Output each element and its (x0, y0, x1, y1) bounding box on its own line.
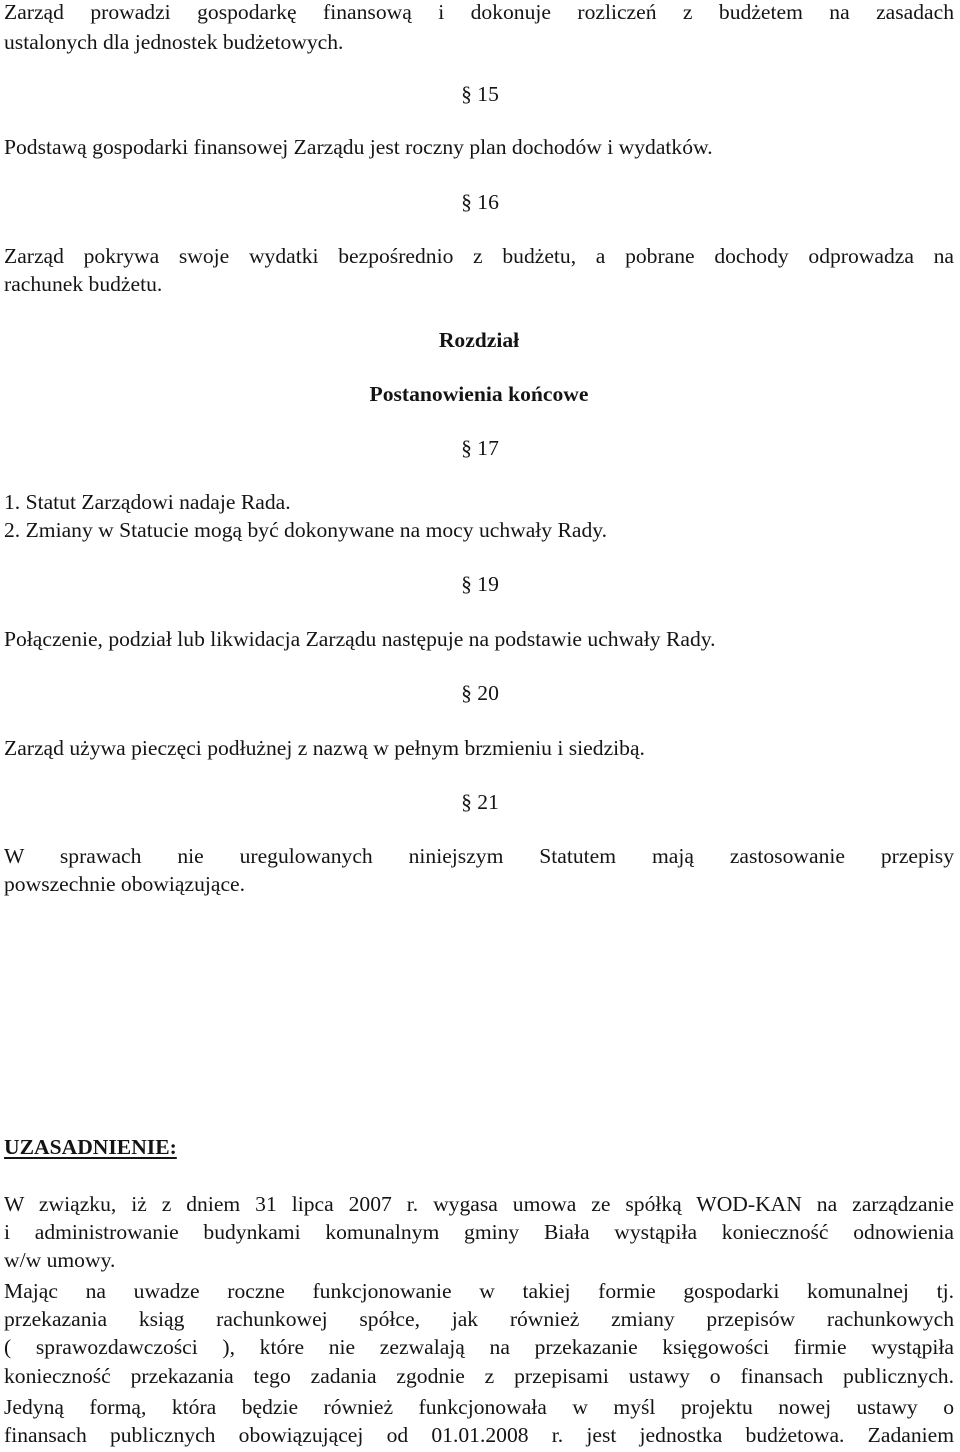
paragraph-19-text: Połączenie, podział lub likwidacja Zarządu następuje na podstawie uchwały Rady. (4, 627, 716, 651)
justification-line-1: W związku, iż z dniem 31 lipca 2007 r. wygasa umowa ze spółką WOD-KAN na zarządzanie (4, 1192, 954, 1216)
chapter-heading: Rozdział (438, 328, 520, 352)
paragraph-16-number: § 16 (461, 190, 499, 214)
paragraph-16-line-2: rachunek budżetu. (4, 272, 163, 296)
justification-line-6: ( sprawozdawczości ), które nie zezwalają na przekazanie księgowości firmie wystąpiła (4, 1335, 954, 1359)
paragraph-21-line-1: W sprawach nie uregulowanych niniejszym Statutem mają zastosowanie przepisy (4, 844, 954, 868)
paragraph-21-line-2: powszechnie obowiązujące. (4, 872, 246, 896)
paragraph-17-item-2: 2. Zmiany w Statucie mogą być dokonywane na mocy uchwały Rady. (4, 518, 608, 542)
paragraph-15-number: § 15 (461, 82, 499, 106)
justification-heading: UZASADNIENIE: (4, 1135, 177, 1159)
intro-line-2: ustalonych dla jednostek budżetowych. (4, 30, 344, 54)
paragraph-15-text: Podstawą gospodarki finansowej Zarządu jest roczny plan dochodów i wydatków. (4, 135, 713, 159)
justification-line-3: w/w umowy. (4, 1248, 116, 1272)
paragraph-20-text: Zarząd używa pieczęci podłużnej z nazwą w pełnym brzmieniu i siedzibą. (4, 736, 645, 760)
paragraph-21-number: § 21 (461, 790, 499, 814)
paragraph-16-line-1: Zarząd pokrywa swoje wydatki bezpośrednio z budżetu, a pobrane dochody odprowadza na (4, 244, 954, 268)
paragraph-17-item-1: 1. Statut Zarządowi nadaje Rada. (4, 490, 291, 514)
justification-line-9: finansach publicznych obowiązującej od 01.01.2008 r. jest jednostka budżetowa. Zadaniem (4, 1423, 954, 1447)
paragraph-20-number: § 20 (461, 681, 499, 705)
paragraph-17-number: § 17 (461, 436, 499, 460)
justification-line-7: konieczność przekazania tego zadania zgodnie z przepisami ustawy o finansach publicznych. (4, 1364, 954, 1388)
chapter-title: Postanowienia końcowe (369, 382, 589, 406)
justification-line-8: Jedyną formą, która będzie również funkcjonowała w myśl projektu nowej ustawy o (4, 1395, 954, 1419)
paragraph-19-number: § 19 (461, 572, 499, 596)
justification-line-2: i administrowanie budynkami komunalnym gminy Biała wystąpiła konieczność odnowienia (4, 1220, 954, 1244)
justification-line-5: przekazania ksiąg rachunkowej spółce, jak również zmiany przepisów rachunkowych (4, 1307, 954, 1331)
justification-line-4: Mając na uwadze roczne funkcjonowanie w takiej formie gospodarki komunalnej tj. (4, 1279, 954, 1303)
intro-line-1: Zarząd prowadzi gospodarkę finansową i dokonuje rozliczeń z budżetem na zasadach (4, 0, 954, 24)
